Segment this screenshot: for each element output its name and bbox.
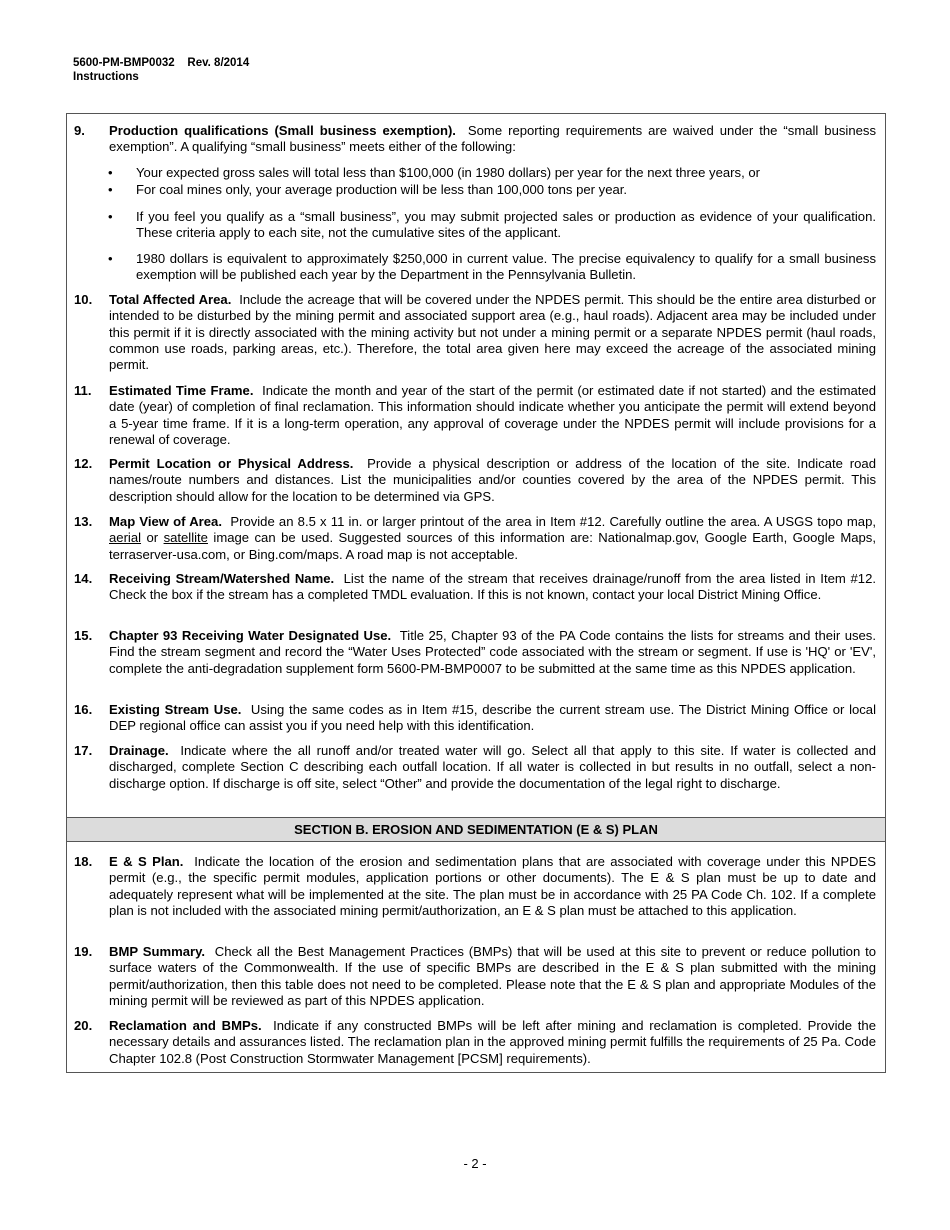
item-number: 15. xyxy=(74,628,93,643)
section-b-header: SECTION B. EROSION AND SEDIMENTATION (E & S) PLAN xyxy=(67,817,885,842)
item-text: Indicate where the all runoff and/or treated water will go. Select all that apply to this site. If water is collected and discharged, complete Section C describing each outfall location. If all water is collected in but results in no outfall, select a non-discharge option. If discharge is off site, select “Other” and provide the documentation of the legal right to discharge. xyxy=(109,743,876,791)
item-9 xyxy=(67,123,885,156)
item-text: Provide an 8.5 x 11 in. or larger printout of the area in Item #12. Carefully outline the area. A USGS topo map, xyxy=(230,514,876,529)
item-title: Estimated Time Frame. xyxy=(109,383,254,398)
item-number: 14. xyxy=(74,571,93,586)
item-text: Check all the Best Management Practices (BMPs) that will be used at this site to prevent or reduce pollution to surface waters of the Commonwealth. If the use of specific BMPs are described in the E & S plan submitted with the mining permit/authorization, then this table does not need to be completed. Please note that the E & S plan and appropriate Modules of the mining permit will be reviewed as part of this NPDES application. xyxy=(109,944,877,1008)
bullet-dot: • xyxy=(108,251,113,266)
item-number: 20. xyxy=(74,1018,93,1033)
item-18 xyxy=(67,854,885,919)
item-14 xyxy=(67,571,885,604)
item-title: Chapter 93 Receiving Water Designated Use. xyxy=(109,628,392,643)
form-id: 5600-PM-BMP0032 xyxy=(73,57,175,69)
satellite-term: satellite xyxy=(163,530,208,546)
bullet-text: If you feel you qualify as a “small business”, you may submit projected sales or production as evidence of your qualification. These criteria apply to each site, not the cumulative sites of the applicant. xyxy=(136,209,876,241)
page-number: - 2 - xyxy=(463,1156,487,1171)
header-subtitle: Instructions xyxy=(73,71,139,83)
bullet-text: Your expected gross sales will total less than $100,000 (in 1980 dollars) per year for the next three years, or xyxy=(136,165,760,180)
bullet-item xyxy=(67,251,885,284)
item-text: List the name of the stream that receives drainage/runoff from the area listed in Item #12. Check the box if the stream has a completed TMDL evaluation. If this is not known, contact your local District Mining Office. xyxy=(109,571,877,603)
item-title: Existing Stream Use. xyxy=(109,702,242,717)
bullet-dot: • xyxy=(108,182,113,197)
document-header xyxy=(73,56,249,84)
aerial-term: aerial xyxy=(109,530,142,546)
item-title: E & S Plan. xyxy=(109,854,184,869)
item-text: Provide a physical description or address of the location of the site. Indicate road names/route numbers and distances. List the municipalities and/or counties covered by the area of the NPDES permit. This description should allow for the location to be determined via GPS. xyxy=(109,456,876,504)
item-10 xyxy=(67,292,885,373)
item-title: BMP Summary. xyxy=(109,944,206,959)
item-number: 11. xyxy=(74,383,92,398)
item-title: Receiving Stream/Watershed Name. xyxy=(109,571,335,586)
item-title: Production qualifications (Small business exemption). xyxy=(109,123,456,138)
item-text: Using the same codes as in Item #15, describe the current stream use. The District Mining Office or local DEP regional office can assist you if you need help with this identification. xyxy=(109,702,876,734)
item-title: Drainage. xyxy=(109,743,169,758)
item-11 xyxy=(67,383,885,448)
bullet-dot: • xyxy=(108,165,113,180)
item-13: 13. Map View of Area. Provide an 8.5 x 11 in. or larger printout of the area in Item #12. Carefully outline the area. A USGS topo map, aerial or satellite image can be used. Suggested sources of this information are: Nationalmap.gov, Google Earth, Google Maps, terraserver-usa.com, or Bing.com/maps. A road map is not acceptable. xyxy=(74,514,876,562)
form-id-line xyxy=(73,56,249,70)
instructions-box xyxy=(66,113,886,1073)
bullet-item xyxy=(67,165,885,181)
item-text: Indicate the location of the erosion and sedimentation plans that are associated with coverage under this NPDES permit (e.g., the specific permit modules, application portions or other documents). The E & S plan must be up to date and adequately represent what will be implemented at the site. The plan must be in accordance with 25 PA Code Ch. 102. If a complete plan is not included with the associated mining permit/authorization, an E & S plan must be attached to this application. xyxy=(109,854,876,918)
item-19 xyxy=(67,944,885,1009)
item-text: Indicate the month and year of the start of the permit (or estimated date if not started) and the estimated date (year) of completion of final reclamation. This information should indicate whether you anticipate the permit will extend beyond a 5-year time frame. If it is a long-term operation, any approval of coverage under the NPDES permit will include provisions for a renewal of coverage. xyxy=(109,383,877,447)
item-12 xyxy=(67,456,885,505)
revision: Rev. 8/2014 xyxy=(187,57,250,69)
item-title: Permit Location or Physical Address. xyxy=(109,456,354,471)
item-text: Title 25, Chapter 93 of the PA Code contains the lists for streams and their uses. Find the stream segment and record the “Water Uses Protected” code associated with the stream or segment. If use is 'HQ' or 'EV', complete the anti-degradation supplement form 5600-PM-BMP0007 to be submitted at the same time as this NPDES application. xyxy=(109,628,876,676)
bullet-text: 1980 dollars is equivalent to approximately $250,000 in current value. The precise equivalency to qualify for a small business exemption will be published each year by the Department in the Pennsylvania Bulletin. xyxy=(136,251,876,283)
item-16 xyxy=(67,702,885,735)
item-text: Indicate if any constructed BMPs will be left after mining and reclamation is completed. Provide the necessary details and assurances listed. The reclamation plan in the approved mining permit fulfills the requirements of 25 Pa. Code Chapter 102.8 (Post Construction Stormwater Management [PCSM] requirements). xyxy=(109,1018,876,1066)
item-number: 17. xyxy=(74,743,93,758)
item-number: 18. xyxy=(74,854,93,869)
item-20 xyxy=(67,1018,885,1067)
item-title: Total Affected Area. xyxy=(109,292,232,307)
item-number: 10. xyxy=(74,292,93,307)
bullet-dot: • xyxy=(108,209,113,224)
item-title: Map View of Area. xyxy=(109,514,222,529)
bullet-item xyxy=(67,182,885,198)
item-number: 13. xyxy=(74,514,93,529)
item-number: 19. xyxy=(74,944,93,959)
item-text: Some reporting requirements are waived under the “small business exemption”. A qualifying “small business” meets either of the following: xyxy=(109,123,876,155)
item-title: Reclamation and BMPs. xyxy=(109,1018,262,1033)
item-number: 9. xyxy=(74,123,85,138)
item-number: 12. xyxy=(74,456,93,471)
item-17 xyxy=(67,743,885,792)
item-15 xyxy=(67,628,885,677)
item-text: Include the acreage that will be covered under the NPDES permit. This should be the entire area disturbed or intended to be disturbed by the mining permit and associated support area (e.g., haul roads). Adjacent area may be included under this permit if it is directly associated with the mining activity but not under a mining permit or a separate NPDES permit (haul roads, common use roads, parking areas, etc.). Therefore, the total area given here may exceed the acreage of the associated mining permit. xyxy=(109,292,877,373)
bullet-item xyxy=(67,209,885,242)
item-number: 16. xyxy=(74,702,93,717)
bullet-text: For coal mines only, your average production will be less than 100,000 tons per year. xyxy=(136,182,628,197)
